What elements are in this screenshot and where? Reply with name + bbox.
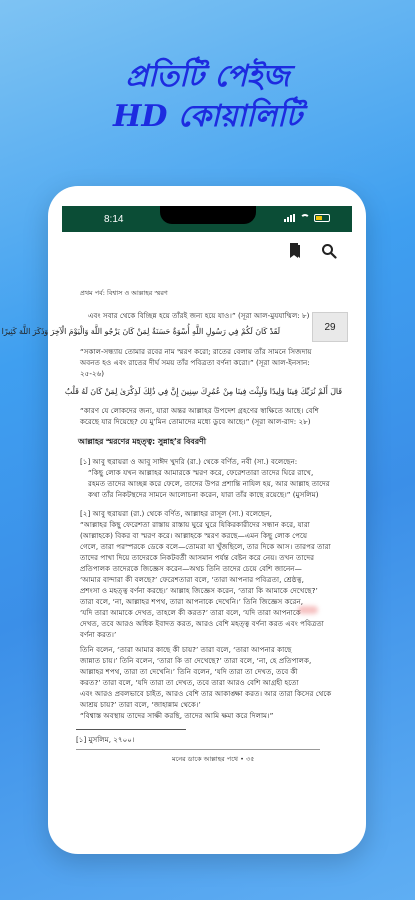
page-footer: মনের ডাকে আল্লাহর পথে • ৩৫ [172, 755, 255, 763]
text-line: করত?’ তারা বলে, ‘যদি তারা তা দেখত, তবে তারা আরও বেশি আগ্রহী হতো [80, 678, 299, 687]
text-line: তিনি বলেন, ‘তারা আমার কাছে কী চায়?’ তারা বলে, ‘তারা আপনার কাছে [80, 645, 292, 654]
text-line: এবং সবার থেকে বিচ্ছিন্ন হয়ে তাঁরই জন্য হয়ে যাও।” (সূরা আল-মুযযাম্মিল: ৮) [88, 311, 310, 320]
page-header: প্রথম পর্ব: বিশ্বাস ও আল্লাহর স্মরণ [80, 289, 168, 297]
footnote: [১] মুসলিম, ২৭০০। [76, 735, 135, 744]
text-line: কথা তাঁর নিকটস্থদের সামনে আলোচনা করেন, যারা তাঁর কাছে রয়েছে।” (মুসলিম) [88, 490, 319, 499]
text-line: তারা বলে, ‘না, আল্লাহর শপথ, তারা আপনাকে দেখেনি।’ তিনি জিজ্ঞেস করেন, [80, 597, 304, 606]
text-line: প্রশংসা ও মহত্ত্ব বর্ণনা করছে।’ আল্লাহ জিজ্ঞেস করেন, ‘তারা কি আমাকে দেখেছে?’ [80, 586, 318, 595]
page-number-indicator: 29 [312, 312, 348, 342]
text-line: ‘আমার বান্দারা কী বলছে?’ ফেরেশতারা বলে, ‘তারা আপনার পবিত্রতা, শ্রেষ্ঠত্ব, [80, 575, 304, 584]
text-line: [১] আবু হুরায়রা ও আবু সাঈদ খুদরি (রা.) থেকে বর্ণিত, নবী (সা.) বলেছেন: [80, 457, 298, 466]
arabic-verse: قَالَ أَلَمْ نُرَبِّكَ فِينَا وَلِيدًا وَلَبِثْتَ فِينَا مِنْ عُمُرِكَ سِنِينَ إِنَّ فِي ذَٰلِكَ لَذِكْرَىٰ لِمَنْ كَانَ لَهُ قَلْبٌ [64, 387, 342, 396]
phone-mockup [1, 186, 366, 854]
text-line: প্রতিপালক তাদেরকে জিজ্ঞেস করেন—অথচ তিনি তাদের চেয়ে বেশি জানেন— [80, 564, 302, 573]
text-line: আল্লাহর শপথ, তারা তা দেখেনি।’ তিনি বলেন, ‘যদি তারা তা দেখত, তবে কী [80, 667, 298, 676]
text-line: [২] আবু হুরায়রা (রা.) থেকে বর্ণিত, আল্লাহর রাসূল (সা.) বলেছেন, [80, 509, 272, 518]
text-line: “কারণ যে লোকদের জন্য, যারা অন্তর আল্লাহর উপদেশ গ্রহণের স্বাক্ষিতে আছে। বেশি [80, 406, 319, 415]
status-bar [62, 206, 352, 232]
text-line: ‘যদি তারা আমাকে দেখত, তাহলে কী করত?’ তারা বলে, ‘যদি তারা আপনাকে [80, 608, 301, 617]
page-stain [298, 606, 318, 614]
footnote-rule [76, 729, 186, 730]
text-line: দেখত, তবে আরও অধিক ইবাদত করত, আরও বেশি মহত্ত্ব বর্ণনা করত এবং পবিত্রতা [80, 619, 324, 628]
text-line: (আল্লাহকে) বিকর বা স্মরণ করে। আল্লাহকে স্মরণ করছে—এমন কিছু লোক পেয়ে [80, 531, 308, 540]
book-page[interactable] [1, 276, 352, 842]
text-line: রহমত তাদের আচ্ছন্ন করে ফেলে, তাদের উপর প্রশান্তি নাযিল হয়, আর আল্লাহ তাদের [88, 479, 330, 488]
app-screen [1, 206, 352, 842]
arabic-verse: لَقَدْ كَانَ لَكُمْ فِي رَسُولِ اللَّهِ أُسْوَةٌ حَسَنَةٌ لِمَنْ كَانَ يَرْجُو اللَّهَ وَالْيَوْمَ الْآخِرَ وَذَكَرَ اللَّهَ كَثِيرًا [1, 327, 280, 336]
status-time: 8:14 [104, 214, 124, 225]
text-line: “কিছু লোক যখন আল্লাহর আমারকে স্মরণ করে, ফেরেশতারা তাদের ঘিরে রাখে, [88, 468, 314, 477]
search-icon[interactable] [320, 242, 338, 260]
promo-headline-line2: HD কোয়ালিটি [113, 99, 302, 134]
status-icons [284, 214, 330, 222]
reader-toolbar [62, 232, 352, 270]
bookmark-icon[interactable] [286, 242, 304, 260]
text-line: গেলে, তারা পরস্পরকে ডেকে বলে—তোমরা যা খুঁজছিলে, তার দিকে আস। তারপর তারা [80, 542, 331, 551]
text-line: জান্নাত চায়।’ তিনি বলেন, ‘তারা কি তা দেখেছে?’ তারা বলে, ‘না, হে প্রতিপালক, [80, 656, 312, 665]
promo-headline-line1: প্রতিটি পেইজ [125, 59, 290, 94]
section-heading: আল্লাহর স্মরণের মহত্ত্ব: সুন্নাহ’র বিবরণী [78, 437, 206, 446]
text-line: আশ্রয় চায়?’ তারা বলে, ‘জাহান্নাম থেকে।’ [80, 700, 201, 709]
wifi-icon [300, 214, 310, 222]
text-line: “আল্লাহর কিছু ফেরেশতা রাস্তায় রাস্তায় ঘুরে ঘুরে যিকিরকারীদের সন্ধান করে, যারা [80, 520, 310, 529]
text-line: “বিশ্বাস্ত অবস্থায় তাদের সাক্ষী করছি, তাদের আমি ক্ষমা করে দিলাম।” [80, 711, 274, 720]
text-line: করেছে যার দিয়েছে? যে মু’মিন তোমাদের মধ্যে ডুবে আছে।” (সূরা আল-রাদ: ২৮) [80, 417, 311, 426]
battery-icon [314, 214, 330, 222]
text-line: বর্ণনা করত।’ [80, 630, 117, 639]
text-line: অবনত হও এবং রাতের দীর্ঘ সময় তাঁর পবিত্রতা বর্ণনা করো।” (সূরা আল-ইনসান: [80, 358, 310, 367]
text-line: এবং আরও প্রবলভাবে চাইত, আরও বেশি তার আকাঙ্ক্ষা করত। আর তারা কিসের থেকে [80, 689, 332, 698]
text-line: তাদের পাখা দিয়ে তাদেরকে নিকটবর্তী আসমান পর্যন্ত বেষ্টন করে নেয়। তখন তাদের [80, 553, 315, 562]
text-line: ২৫-২৬) [80, 369, 105, 378]
text-line: “সকাল-সন্ধ্যায় তোমার রবের নাম স্মরণ করো; রাতের বেলায় তাঁর সামনে সিজদায় [80, 347, 312, 356]
footer-rule [76, 749, 320, 750]
signal-icon [284, 214, 296, 222]
camera-notch [160, 206, 256, 224]
